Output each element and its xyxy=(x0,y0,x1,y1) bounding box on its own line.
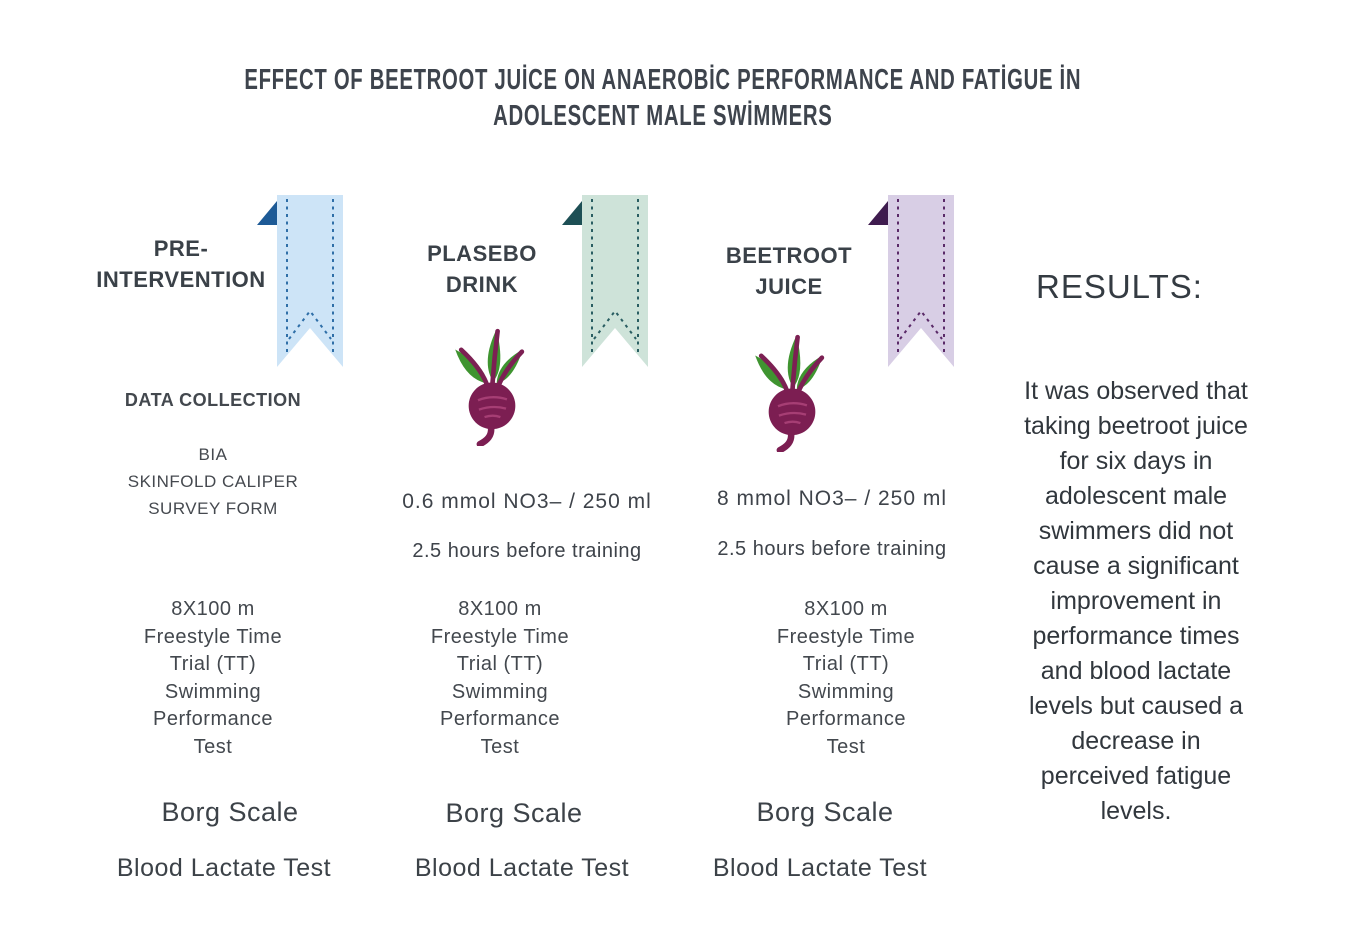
data-collection-items xyxy=(63,441,363,522)
bookmark-ribbon-icon xyxy=(866,195,954,370)
bookmark-ribbon-icon xyxy=(560,195,648,370)
header-line: INTERVENTION xyxy=(96,267,266,292)
timing-text-placebo: 2.5 hours before training xyxy=(412,540,642,562)
test-line: Freestyle Time xyxy=(430,625,570,648)
beetroot-icon xyxy=(750,326,834,452)
page-title-line2: ADOLESCENT MALE SWİMMERS xyxy=(493,100,833,132)
results-line: performance times xyxy=(1032,622,1240,650)
header-line: PRE- xyxy=(153,236,209,261)
borg-scale-label-col3: Borg Scale xyxy=(756,797,894,827)
page-title xyxy=(0,62,1326,134)
timing-text-beetroot: 2.5 hours before training xyxy=(717,538,947,560)
bookmark-ribbon-icon xyxy=(255,195,343,370)
results-line: improvement in xyxy=(1050,587,1222,615)
results-line: taking beetroot juice xyxy=(1024,412,1248,440)
data-item: SKINFOLD CALIPER xyxy=(127,472,299,491)
beetroot-icon xyxy=(450,320,534,446)
test-line: Performance xyxy=(440,708,560,730)
blood-lactate-label-col2: Blood Lactate Test xyxy=(414,854,630,882)
results-line: and blood lactate xyxy=(1040,657,1232,685)
results-line: for six days in xyxy=(1059,447,1213,475)
results-heading: RESULTS: xyxy=(1036,268,1203,305)
page-title-line1: EFFECT OF BEETROOT JUİCE ON ANAEROBİC PERFORMANCE AND FATİGUE İN xyxy=(244,64,1082,96)
blood-lactate-label-col1: Blood Lactate Test xyxy=(116,854,332,882)
data-collection-title: DATA COLLECTION xyxy=(124,390,302,410)
header-line: DRINK xyxy=(445,272,519,297)
data-item: BIA xyxy=(198,445,228,464)
data-item: SURVEY FORM xyxy=(148,499,278,518)
header-line: PLASEBO xyxy=(427,241,537,266)
header-line: BEETROOT xyxy=(725,243,853,268)
test-line: Trial (TT) xyxy=(456,653,544,675)
test-line: Freestyle Time xyxy=(143,625,283,648)
test-line: Performance xyxy=(153,708,273,730)
dose-text-placebo: 0.6 mmol NO3– / 250 ml xyxy=(402,490,652,513)
test-protocol-col3 xyxy=(696,596,996,761)
test-line: 8X100 m xyxy=(171,598,255,620)
blood-lactate-label-col3: Blood Lactate Test xyxy=(712,854,928,882)
results-paragraph xyxy=(1002,374,1270,829)
borg-scale-label-col2: Borg Scale xyxy=(445,798,583,828)
test-line: Test xyxy=(193,735,233,758)
test-line: Performance xyxy=(786,708,906,730)
results-line: It was observed that xyxy=(1024,377,1248,405)
test-line: Trial (TT) xyxy=(169,653,257,675)
dose-text-beetroot: 8 mmol NO3– / 250 ml xyxy=(716,487,948,510)
test-protocol-col2 xyxy=(350,596,650,761)
test-line: Test xyxy=(826,735,866,758)
borg-scale-label-col1: Borg Scale xyxy=(161,797,299,827)
test-protocol-col1 xyxy=(63,596,363,761)
results-line: adolescent male xyxy=(1044,482,1228,510)
test-line: Trial (TT) xyxy=(802,653,890,675)
test-line: Test xyxy=(480,735,520,758)
test-line: 8X100 m xyxy=(804,598,888,620)
results-line: levels. xyxy=(1100,797,1172,825)
test-line: Swimming xyxy=(797,680,895,703)
test-line: Swimming xyxy=(164,680,262,703)
test-line: 8X100 m xyxy=(458,598,542,620)
test-line: Swimming xyxy=(451,680,549,703)
results-line: decrease in xyxy=(1071,727,1201,755)
results-line: perceived fatigue xyxy=(1040,762,1232,790)
results-line: cause a significant xyxy=(1033,552,1239,580)
header-line: JUICE xyxy=(755,274,823,299)
results-line: swimmers did not xyxy=(1038,517,1234,545)
results-line: levels but caused a xyxy=(1028,692,1244,720)
test-line: Freestyle Time xyxy=(776,625,916,648)
